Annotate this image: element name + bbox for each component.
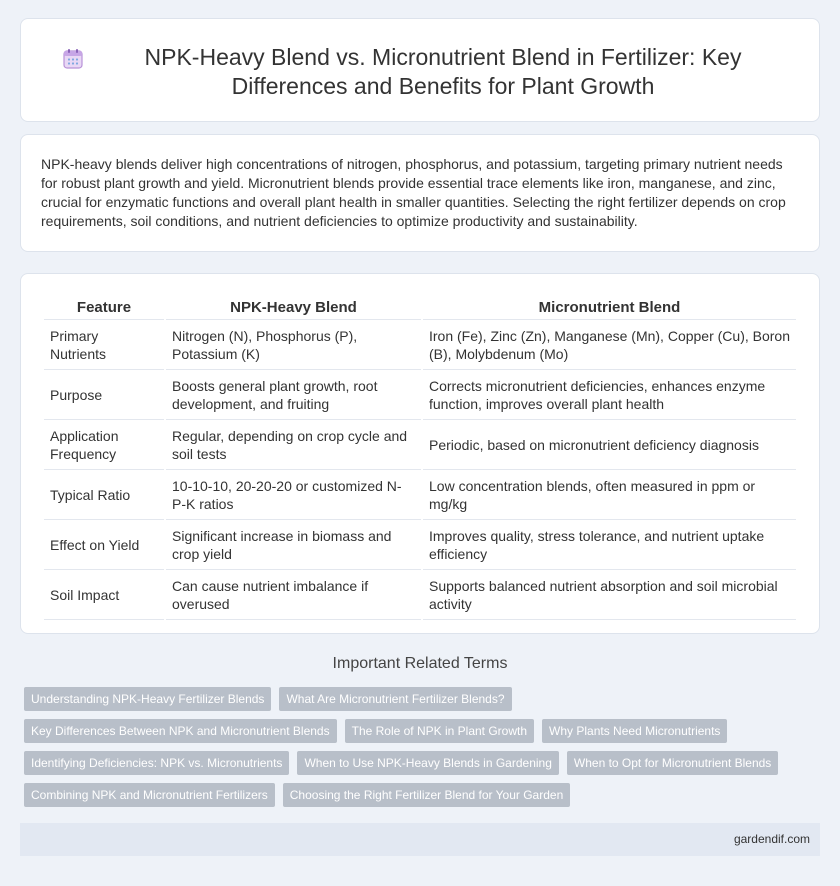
header-feature: Feature xyxy=(44,294,164,320)
table-row xyxy=(44,420,796,470)
related-term-link[interactable]: Key Differences Between NPK and Micronutrient Blends xyxy=(24,719,337,743)
footer xyxy=(20,823,820,856)
intro-paragraph: NPK-heavy blends deliver high concentrations of nitrogen, phosphorus, and potassium, targeting primary nutrient needs for robust plant growth and yield. Micronutrient blends provide essential trace elements like iron, manganese, and zinc, crucial for enzymatic functions and overall plant health in smaller quantities. Selecting the right fertilizer depends on crop requirements, soil conditions, and nutrient deficiencies to optimize productivity and sustainability. xyxy=(41,156,786,229)
micronutrient-cell: Supports balanced nutrient absorption and soil microbial activity xyxy=(423,570,796,620)
comparison-card xyxy=(20,273,820,634)
page-title: NPK-Heavy Blend vs. Micronutrient Blend in Fertilizer: Key Differences and Benefits for Plant Growth xyxy=(144,44,742,99)
related-term-link[interactable]: What Are Micronutrient Fertilizer Blends? xyxy=(279,687,511,711)
title-card xyxy=(20,18,820,122)
feature-cell: Primary Nutrients xyxy=(44,320,164,370)
intro-card xyxy=(20,134,820,252)
micronutrient-cell: Iron (Fe), Zinc (Zn), Manganese (Mn), Copper (Cu), Boron (B), Molybdenum (Mo) xyxy=(423,320,796,370)
npk-cell: Regular, depending on crop cycle and soil tests xyxy=(166,420,421,470)
calendar-icon xyxy=(61,47,85,71)
feature-cell: Soil Impact xyxy=(44,570,164,620)
feature-cell: Effect on Yield xyxy=(44,520,164,570)
header-micronutrient: Micronutrient Blend xyxy=(423,294,796,320)
header-npk: NPK-Heavy Blend xyxy=(166,294,421,320)
table-header-row xyxy=(44,294,796,320)
npk-cell: Nitrogen (N), Phosphorus (P), Potassium (K) xyxy=(166,320,421,370)
comparison-table xyxy=(42,294,798,620)
related-terms-heading: Important Related Terms xyxy=(332,655,508,672)
related-term-link[interactable]: Understanding NPK-Heavy Fertilizer Blends xyxy=(24,687,271,711)
site-name[interactable]: gardendif.com xyxy=(733,832,810,846)
micronutrient-cell: Improves quality, stress tolerance, and nutrient uptake efficiency xyxy=(423,520,796,570)
table-row xyxy=(44,470,796,520)
tag-row xyxy=(20,687,820,711)
feature-cell: Purpose xyxy=(44,370,164,420)
table-row xyxy=(44,520,796,570)
micronutrient-cell: Corrects micronutrient deficiencies, enhances enzyme function, improves overall plant health xyxy=(423,370,796,420)
feature-cell: Application Frequency xyxy=(44,420,164,470)
npk-cell: 10-10-10, 20-20-20 or customized N-P-K ratios xyxy=(166,470,421,520)
related-term-link[interactable]: When to Use NPK-Heavy Blends in Gardening xyxy=(297,751,558,775)
tag-row xyxy=(20,751,820,775)
related-term-link[interactable]: Why Plants Need Micronutrients xyxy=(542,719,727,743)
npk-cell: Boosts general plant growth, root development, and fruiting xyxy=(166,370,421,420)
tag-row xyxy=(20,783,820,807)
table-row xyxy=(44,570,796,620)
related-term-link[interactable]: Choosing the Right Fertilizer Blend for Your Garden xyxy=(283,783,571,807)
npk-cell: Significant increase in biomass and crop yield xyxy=(166,520,421,570)
feature-cell: Typical Ratio xyxy=(44,470,164,520)
related-terms-list xyxy=(20,687,820,815)
related-term-link[interactable]: Identifying Deficiencies: NPK vs. Micronutrients xyxy=(24,751,289,775)
related-term-link[interactable]: The Role of NPK in Plant Growth xyxy=(345,719,534,743)
npk-cell: Can cause nutrient imbalance if overused xyxy=(166,570,421,620)
related-term-link[interactable]: When to Opt for Micronutrient Blends xyxy=(567,751,778,775)
micronutrient-cell: Periodic, based on micronutrient deficiency diagnosis xyxy=(423,420,796,470)
micronutrient-cell: Low concentration blends, often measured in ppm or mg/kg xyxy=(423,470,796,520)
table-row xyxy=(44,320,796,370)
tag-row xyxy=(20,719,820,743)
table-row xyxy=(44,370,796,420)
related-term-link[interactable]: Combining NPK and Micronutrient Fertilizers xyxy=(24,783,275,807)
